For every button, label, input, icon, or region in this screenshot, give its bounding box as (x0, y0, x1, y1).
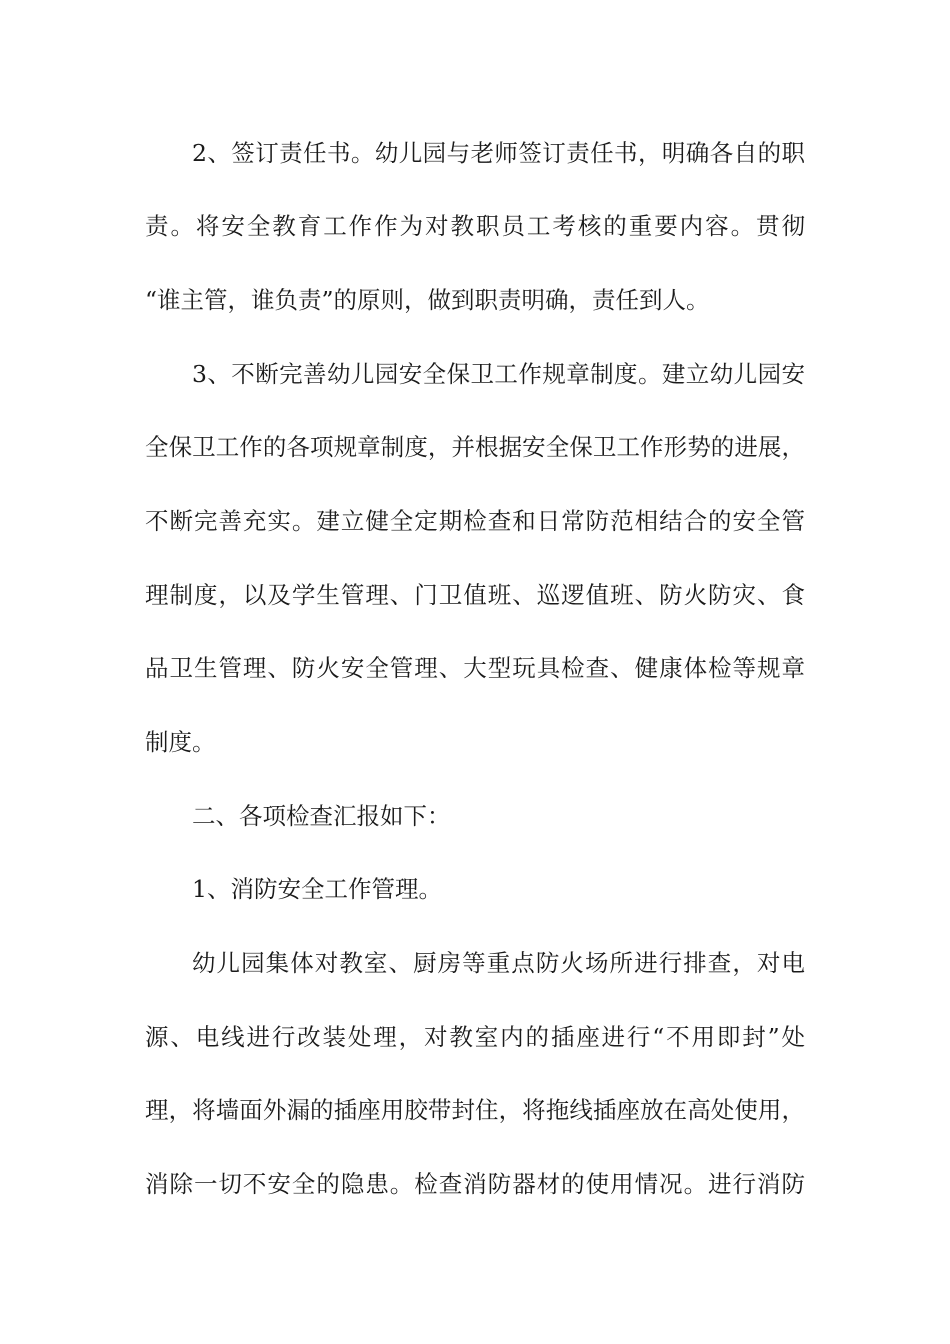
paragraph-line: 制度。 (145, 728, 216, 756)
paragraph-line: 消除一切不安全的隐患。检查消防器材的使用情况。进行消防 (145, 1170, 805, 1198)
paragraph-line: 理，将墙面外漏的插座用胶带封住，将拖线插座放在高处使用， (145, 1096, 805, 1124)
paragraph-line: 责。将安全教育工作作为对教职员工考核的重要内容。贯彻 (145, 212, 805, 240)
subsection-heading: 1、消防安全工作管理。 (192, 875, 442, 903)
paragraph-line: 全保卫工作的各项规章制度，并根据安全保卫工作形势的进展， (145, 433, 805, 461)
paragraph-line: 2、签订责任书。幼儿园与老师签订责任书，明确各自的职 (192, 139, 805, 167)
section-heading: 二、各项检查汇报如下： (192, 802, 451, 830)
paragraph-line: 理制度，以及学生管理、门卫值班、巡逻值班、防火防灾、食 (145, 581, 805, 609)
paragraph-line: “谁主管，谁负责”的原则，做到职责明确，责任到人。 (145, 286, 710, 314)
paragraph-line: 品卫生管理、防火安全管理、大型玩具检查、健康体检等规章 (145, 654, 805, 682)
paragraph-line: 3、不断完善幼儿园安全保卫工作规章制度。建立幼儿园安 (192, 360, 805, 388)
paragraph-line: 不断完善充实。建立健全定期检查和日常防范相结合的安全管 (145, 507, 805, 535)
paragraph-line: 幼儿园集体对教室、厨房等重点防火场所进行排查，对电 (192, 949, 805, 977)
paragraph-line: 源、电线进行改装处理，对教室内的插座进行“不用即封”处 (145, 1023, 805, 1051)
